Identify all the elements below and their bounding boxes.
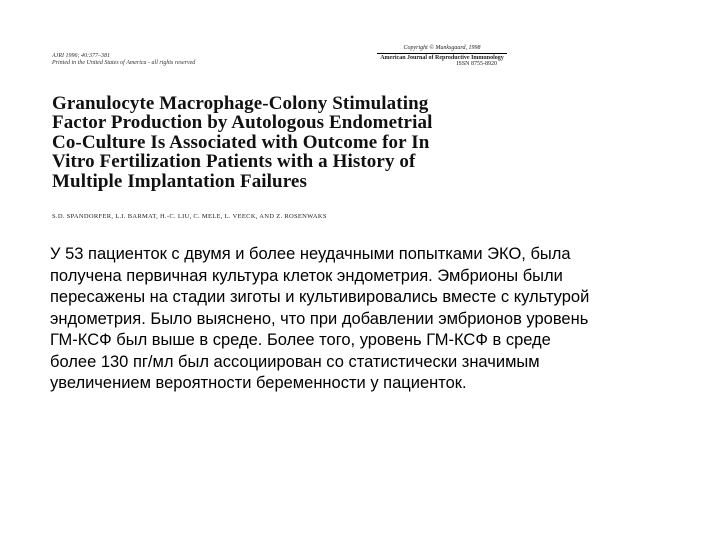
journal-name: American Journal of Reproductive Immunology bbox=[380, 54, 504, 61]
paper-title bbox=[52, 94, 432, 191]
title-line: Vitro Fertilization Patients with a History of bbox=[52, 151, 416, 173]
summary-line: ГМ-КСФ был выше в среде. Более того, уровень ГМ-КСФ в среде bbox=[50, 331, 551, 349]
journal-citation bbox=[52, 53, 195, 67]
title-line: Co-Culture Is Associated with Outcome for In bbox=[52, 131, 430, 153]
summary-line: пересажены на стадии зиготы и культивировались вместе с культурой bbox=[50, 288, 590, 306]
summary-text bbox=[50, 244, 680, 395]
title-line: Granulocyte Macrophage-Colony Stimulating bbox=[52, 93, 429, 114]
issn: ISSN 8755-8920 bbox=[456, 61, 497, 67]
title-line: Multiple Implantation Failures bbox=[52, 170, 307, 192]
title-line: Factor Production by Autologous Endometrial bbox=[52, 112, 433, 134]
summary-line: увеличением вероятности беременности у пациенток. bbox=[50, 374, 467, 392]
masthead-rule bbox=[377, 53, 507, 54]
journal-masthead bbox=[377, 45, 507, 68]
summary-line: более 130 пг/мл был ассоциирован со статистически значимым bbox=[50, 352, 540, 371]
summary-line: У 53 пациенток с двумя и более неудачными попытками ЭКО, была bbox=[50, 245, 571, 263]
summary-line: эндометрия. Было выяснено, что при добавлении эмбрионов уровень bbox=[50, 309, 589, 328]
summary-line: получена первичная культура клеток эндометрия. Эмбрионы были bbox=[50, 266, 563, 285]
author-list: S.D. SPANDORFER, L.I. BARMAT, H.-C. LIU, C. MELE, L. VEECK, AND Z. ROSENWAKS bbox=[52, 213, 327, 220]
printed-notice: Printed in the United States of America - all rights reserved bbox=[52, 60, 196, 66]
citation-line: AJRI 1996; 40:377–381 bbox=[52, 53, 110, 59]
copyright-notice: Copyright © Munksgaard, 1998 bbox=[403, 45, 481, 51]
